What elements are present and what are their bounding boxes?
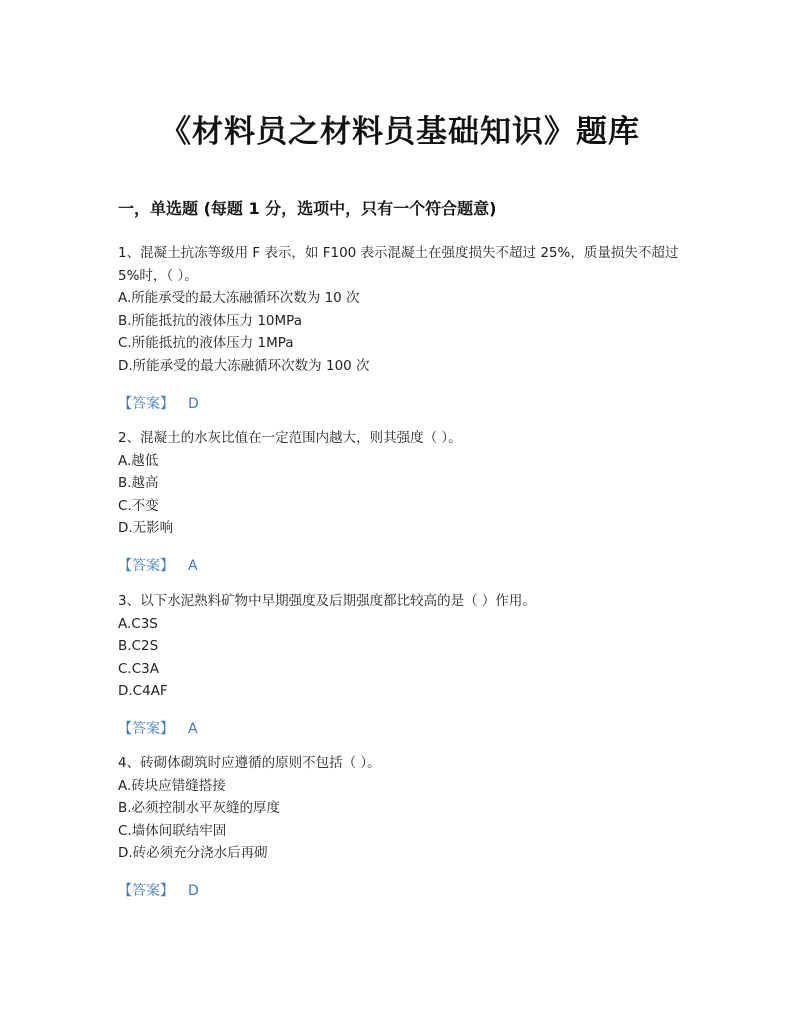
question-stem: 4、砖砌体砌筑时应遵循的原则不包括（ ）。 bbox=[118, 755, 381, 771]
option-d: D.所能承受的最大冻融循环次数为 100 次 bbox=[118, 357, 370, 374]
answer-value: D bbox=[188, 883, 199, 899]
answer-1 bbox=[118, 393, 199, 413]
option-c: C.墙体间联结牢固 bbox=[118, 822, 227, 839]
answer-label: 【答案】 bbox=[118, 721, 174, 737]
option-a: A.越低 bbox=[118, 452, 159, 469]
question-stem: 1、混凝土抗冻等级用 F 表示，如 F100 表示混凝土在强度损失不超过 25%，质量损失不超过 5%时，（ ）。 bbox=[118, 245, 679, 284]
option-a: A.所能承受的最大冻融循环次数为 10 次 bbox=[118, 290, 360, 306]
option-b: B.必须控制水平灰缝的厚度 bbox=[118, 800, 281, 816]
option-a: A.C3S bbox=[118, 615, 158, 632]
answer-value: A bbox=[188, 721, 198, 737]
answer-value: D bbox=[188, 396, 199, 412]
question-4 bbox=[118, 752, 688, 865]
answer-label: 【答案】 bbox=[118, 883, 174, 899]
question-3 bbox=[118, 590, 688, 703]
answer-3 bbox=[118, 718, 198, 738]
option-d: D.无影响 bbox=[118, 520, 174, 536]
answer-4 bbox=[118, 880, 199, 900]
section-heading: 一，单选题 (每题 1 分，选项中，只有一个符合题意) bbox=[118, 199, 497, 218]
option-b: B.所能抵抗的液体压力 10MPa bbox=[118, 312, 302, 329]
question-stem: 3、以下水泥熟料矿物中早期强度及后期强度都比较高的是（ ）作用。 bbox=[118, 593, 536, 609]
question-2 bbox=[118, 427, 688, 540]
question-stem: 2、混凝土的水灰比值在一定范围内越大，则其强度（ ）。 bbox=[118, 430, 462, 446]
option-b: B.越高 bbox=[118, 475, 159, 491]
option-c: C.C3A bbox=[118, 660, 159, 677]
answer-value: A bbox=[188, 558, 198, 574]
option-b: B.C2S bbox=[118, 638, 159, 654]
option-d: D.砖必须充分浇水后再砌 bbox=[118, 845, 268, 861]
answer-2 bbox=[118, 555, 198, 575]
option-a: A.砖块应错缝搭接 bbox=[118, 777, 226, 794]
answer-label: 【答案】 bbox=[118, 558, 174, 574]
document-title: 《材料员之材料员基础知识》题库 bbox=[160, 114, 640, 150]
answer-label: 【答案】 bbox=[118, 396, 174, 412]
option-d: D.C4AF bbox=[118, 683, 168, 699]
option-c: C.所能抵抗的液体压力 1MPa bbox=[118, 335, 294, 351]
option-c: C.不变 bbox=[118, 497, 159, 514]
question-1 bbox=[118, 242, 688, 377]
